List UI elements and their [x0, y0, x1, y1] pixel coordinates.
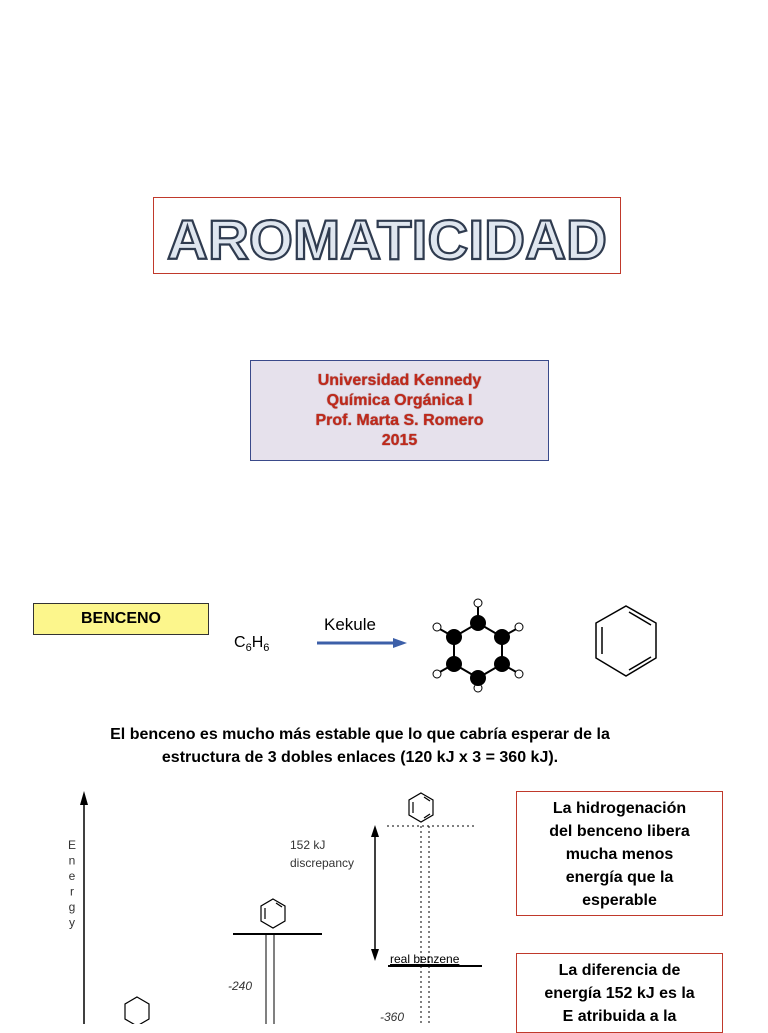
statement-line-2: estructura de 3 dobles enlaces (120 kJ x 3 = 360 kJ).: [161, 749, 559, 766]
course-name: Química Orgánica I: [326, 391, 473, 409]
note-1-line-2: del benceno libera: [549, 823, 690, 840]
course-info-box: [250, 360, 549, 461]
formula-h-subscript: 6: [263, 642, 270, 655]
statement-line-1: El benceno es mucho más estable que lo que cabría esperar de la: [110, 726, 610, 743]
hydrogenation-note: [516, 791, 723, 916]
note-2-line-2: energía 152 kJ es la: [544, 985, 695, 1002]
kekule-label: Kekule: [324, 615, 376, 634]
kekule-arrow-icon: [315, 634, 410, 654]
discrepancy-arrow-up-icon: [371, 825, 379, 837]
energy-axis-label: E n e r g y: [67, 838, 77, 930]
page-title: AROMATICIDAD: [167, 207, 607, 271]
formula-c-subscript: 6: [245, 642, 252, 655]
cyclohexadiene-icon: [261, 899, 285, 928]
molecular-formula: [234, 634, 269, 654]
real-benzene-label: real benzene: [390, 952, 460, 966]
benzene-kekule-hexagon-icon: [592, 603, 667, 683]
note-2-line-3: E atribuida a la: [562, 1008, 677, 1025]
energy-diagram: [40, 785, 510, 1024]
value-360: -360: [380, 1010, 405, 1024]
note-1-line-4: energía que la: [565, 869, 674, 886]
energy-difference-note: [516, 953, 723, 1033]
university-name: Universidad Kennedy: [317, 371, 482, 389]
title-box: [153, 197, 621, 274]
note-1-line-1: La hidrogenación: [552, 800, 687, 817]
benzene-top-icon: [409, 793, 433, 822]
energy-axis-arrow-icon: [80, 791, 88, 805]
professor-name: Prof. Marta S. Romero: [315, 411, 484, 429]
discrepancy-value: 152 kJ: [290, 838, 326, 852]
discrepancy-arrow-down-icon: [371, 949, 379, 961]
discrepancy-label: discrepancy: [290, 856, 355, 870]
year: 2015: [381, 431, 418, 449]
note-1-line-5: esperable: [582, 892, 657, 909]
title-graphic: [157, 201, 617, 271]
stability-statement: [40, 723, 680, 769]
cyclohexane-icon: [125, 997, 149, 1024]
note-1-line-3: mucha menos: [565, 846, 674, 863]
benceno-label: BENCENO: [33, 603, 209, 635]
value-240: -240: [228, 979, 253, 993]
benzene-ball-stick-model: [425, 593, 530, 698]
formula-h: H: [251, 634, 264, 651]
formula-c: C: [234, 634, 246, 651]
note-2-line-1: La diferencia de: [558, 962, 681, 979]
